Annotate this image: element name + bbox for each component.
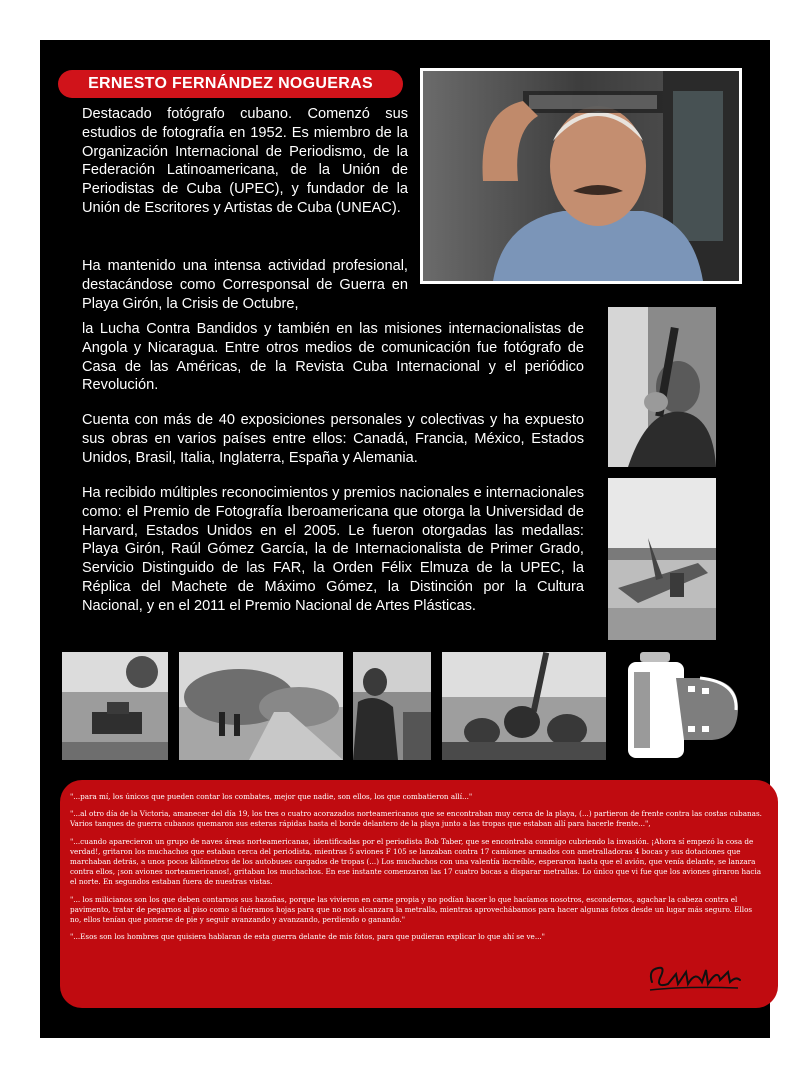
celebration-photo (442, 652, 606, 760)
quote-1: "...para mí, los únicos que pueden contar los combates, mejor que nadie, son ellos, los que combatieron allí..." (70, 792, 473, 801)
quote-2: "...al otro día de la Victoria, amanecer del día 19, los tres o cuatro acorazados norteamericanos que se encontraban muy cerca de la playa, (...) partieron de frente contra las costas cubanas. Varios tanques de guerra cubanos quemaron sus esteras rápidas hasta el borde delantero de la playa junto a las tropas que estaban allí para hacerle frente...", (70, 809, 762, 829)
page-title: ERNESTO FERNÁNDEZ NOGUERAS (58, 70, 403, 98)
bio-paragraph-2b: la Lucha Contra Bandidos y también en las misiones internacionalistas de Angola y Nicaragua. Entre otros medios de comunicación fue fotógrafo de Casa de las Américas, de la Revista Cuba Internacional y el periódico Revolución. (82, 321, 584, 394)
bio-paragraph-2a: Ha mantenido una intensa actividad profesional, destacándose como Corresponsal de Guerra en Playa Girón, la Crisis de Octubre, (82, 258, 408, 312)
bio-paragraph-4: Ha recibido múltiples reconocimientos y premios nacionales e internacionales como: el Premio de Fotografía Iberoamericana que otorga la Universidad de Harvard, Estados Unidos en el 2005. Le fueron otorgadas las medallas: Playa Girón, Raúl Gómez García, la de Internacionalista de Primer Grado, Servicio Distinguido de las FAR, la Orden Félix Elmuza de la UPEC, la Réplica del Machete de Máximo Gómez, la Distinción por la Cultura Nacional, y en el 2011 el Premio Nacional de Artes Plásticas. (82, 485, 584, 614)
quote-3: "...cuando aparecieron un grupo de naves áreas norteamericanas, identificadas por el periodista Bob Taber, que se encontraba conmigo cubriendo la invasión. ¡Ahora sí empezó la cosa de verdad!, gritaron los muchachos que estaban cerca del periodista, mientras 5 aviones F 105 se lanzaban contra 17 camiones armados con ametralladoras 4 bocas y sus dotaciones que marchaban detrás, a unos pocos kilómetros de los autobuses cargados de tropas (...) Los muchachos con una valentía increíble, esperaron hasta que el avión, que venía delante, se lanzara contra ellos, ¡son aviones norteamericanos!, gritaban los muchachos. En ese instante comenzaron las 17 cuatro bocas a disparar metrallas. Lo único que vi fue que los aviones giraron hacia el norte. En segundos estaban fuera de nuestras vistas. (70, 836, 762, 887)
quote-5: "...Esos son los hombres que quisiera hablaran de esta guerra delante de mis fotos, para que pudieran explicar lo que ahí se ve..." (70, 932, 545, 942)
militia-photo (353, 652, 431, 760)
bio-paragraph-1: Destacado fotógrafo cubano. Comenzó sus estudios de fotografía en 1952. Es miembro de la Organización Internacional de Periodismo, de la Federación Latinoamericana, de la Unión de Periodistas de Cuba (UPEC), y fundador de la Unión de Escritores y Artistas de Cuba (UNEAC). (82, 106, 408, 216)
road-smoke-photo (179, 652, 343, 760)
portrait-photo (420, 68, 742, 284)
aircraft-wreck-photo (608, 478, 716, 640)
bio-paragraph-3: Cuenta con más de 40 exposiciones personales y colectivas y ha expuesto sus obras en varios países entre ellos: Canadá, Francia, México, Estados Unidos, Brasil, Italia, Inglaterra, España y Alemania. (82, 412, 584, 466)
quotes-box (60, 780, 778, 1008)
soldier-photo (608, 307, 716, 467)
quote-4: "... los milicianos son los que deben contarnos sus hazañas, porque las vivieron en carne propia y no podían hacer lo que hacíamos nosotros, escondernos, agachar la cabeza contra el pavimento, tratar de pegarnos al piso como si fuéramos hojas para que no nos alcanzara la metralla, mientras aprovechábamos para hacer algunas fotos desde un lugar más seguro. Ellos no, ellos tenían que ponerse de pie y seguir avanzando y avanzando, perdiendo o ganando." (70, 894, 753, 925)
tank-photo (62, 652, 168, 760)
film-roll-icon (620, 648, 754, 764)
signature-mark (646, 960, 742, 994)
